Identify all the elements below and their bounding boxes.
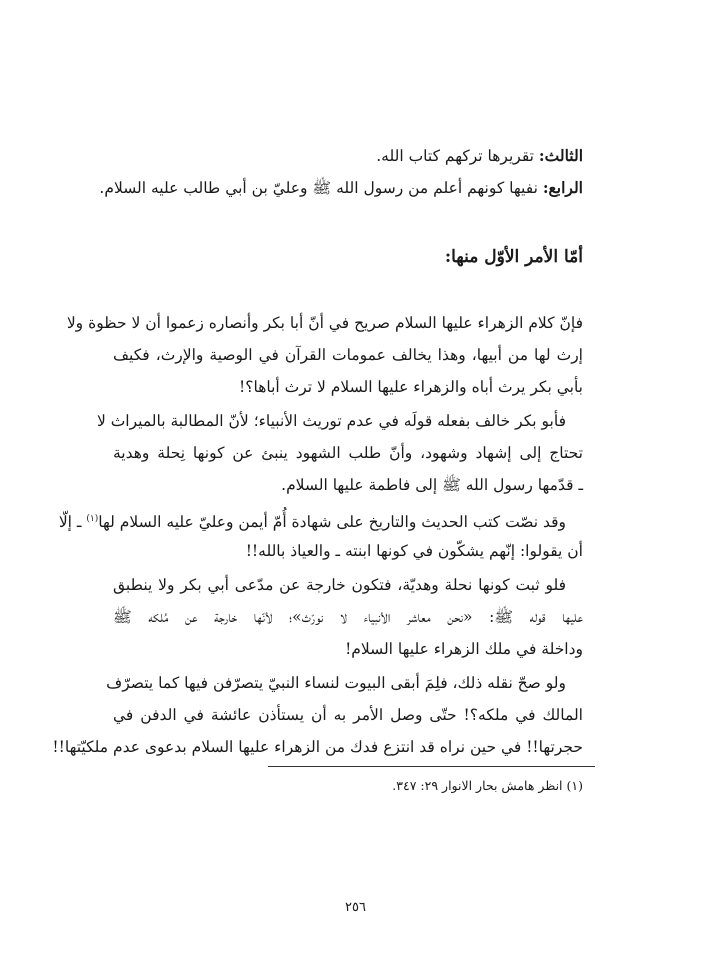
text-line: وقد نصّت كتب الحديث والتاريخ على شهادة أُمّ أيمن وعليّ عليه السلام لها bbox=[98, 513, 566, 532]
text-line: حجرتها!! في حين نراه قد انتزع فدك من الزهراء عليها السلام بدعوى عدم ملكيّتها!! bbox=[52, 738, 583, 756]
text-line: أن يقولوا: إنّهم يشكّون في كونها ابنته ـ والعياذ بالله!! bbox=[245, 542, 583, 560]
point-four-text: نفيها كونهم أعلم من رسول الله ﷺ وعليّ بن أبي طالب عليه السلام. bbox=[99, 179, 543, 197]
text-line: فإنّ كلام الزهراء عليها السلام صريح في أنّ أبا بكر وأنصاره زعموا أن لا حظوة ولا bbox=[66, 314, 583, 332]
text-line: فأبو بكر خالف بفعله قولَه في عدم توريث الأنبياء؛ لأنّ المطالبة بالميراث لا bbox=[96, 412, 566, 430]
point-three-text: تقريرها تركهم كتاب الله. bbox=[376, 147, 539, 165]
text-line: إرث لها من أبيها، وهذا يخالف عمومات القرآن في الوصية والإرث، فكيف bbox=[113, 346, 583, 364]
page-number: ٢٥٦ bbox=[345, 900, 366, 915]
footnote-divider bbox=[268, 766, 595, 767]
point-four-label: الرابع: bbox=[542, 178, 583, 197]
text-line: المالك في ملكه؟! حتّى وصل الأمر به أن يستأذن عائشة في الدفن في bbox=[113, 706, 583, 724]
text-line: وداخلة في ملك الزهراء عليها السلام! bbox=[345, 640, 583, 658]
text-line: ـ قدّمها رسول الله ﷺ إلى فاطمة عليها السلام. bbox=[281, 476, 583, 494]
point-three-label: الثالث: bbox=[538, 146, 583, 165]
point-three bbox=[376, 144, 583, 168]
text-line-tail: ـ إلّا bbox=[58, 513, 87, 532]
text-line: عليها قوله ﷺ: «نحن معاشر الأنبياء لا نورّث»؛ لأنّها خارجة عن مُلكه ﷺ bbox=[113, 608, 583, 626]
text-line: فلو ثبت كونها نحلة وهديّة، فتكون خارجة عن مدّعى أبي بكر ولا ينطبق bbox=[113, 576, 566, 594]
section-heading: أمّا الأمر الأوّل منها: bbox=[444, 247, 583, 267]
text-line: ولو صحّ نقله ذلك، فلِمَ أبقى البيوت لنساء النبيّ يتصرّفن فيها كما يتصرّف bbox=[106, 674, 566, 692]
text-line: تحتاج إلى إشهاد وشهود، وأنّ طلب الشهود ينبئ عن كونها نِحلة وهدية bbox=[113, 444, 583, 462]
point-four bbox=[99, 176, 583, 200]
footnote: (١) انظر هامش بحار الانوار ٢٩: ٣٤٧. bbox=[392, 778, 583, 793]
text-line-with-footnote bbox=[59, 507, 566, 534]
footnote-marker: (١) bbox=[86, 514, 99, 524]
text-line: بأبي بكر يرث أباه والزهراء عليها السلام لا ترث أباها؟! bbox=[239, 378, 583, 396]
